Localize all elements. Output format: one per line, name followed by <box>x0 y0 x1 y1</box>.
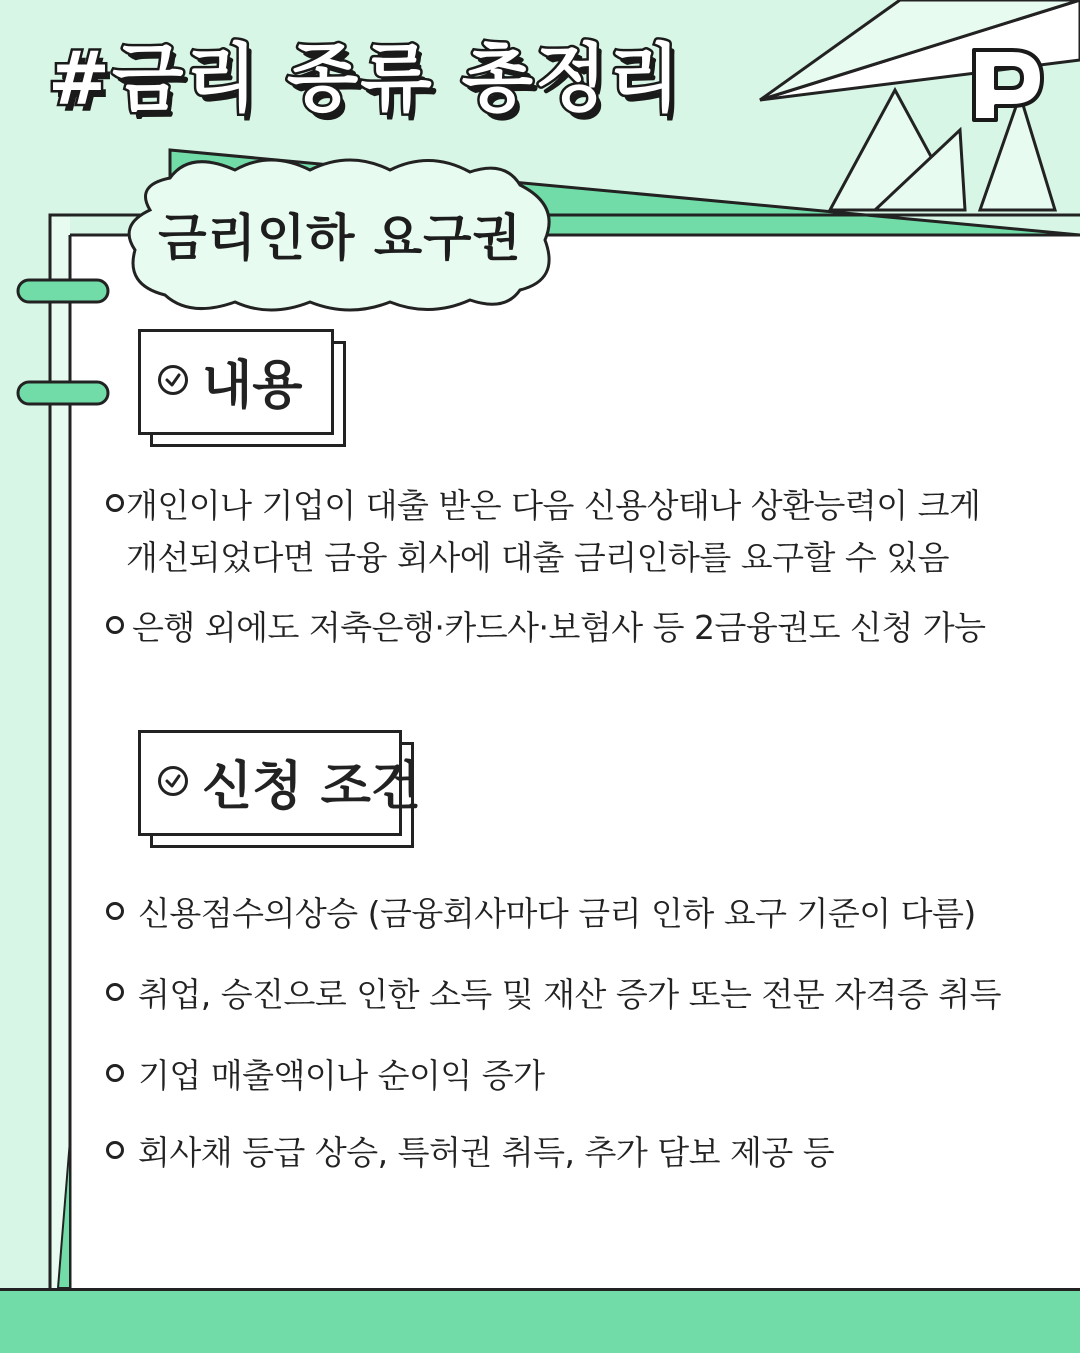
content-item-line: 개인이나 기업이 대출 받은 다음 신용상태나 상환능력이 크게 <box>126 486 981 525</box>
content-heading <box>158 350 303 416</box>
conditions-heading-text: 신청 조건 <box>202 756 422 817</box>
check-circle-icon <box>158 766 188 796</box>
content-item-line: 개선되었다면 금융 회사에 대출 금리인하를 요구할 수 있음 <box>126 538 949 577</box>
condition-item: 취업, 승진으로 인한 소득 및 재산 증가 또는 전문 자격증 취득 <box>138 975 1001 1014</box>
bullet-icon <box>106 983 124 1001</box>
p-logo-icon <box>960 36 1052 128</box>
condition-item: 신용점수의상승 (금융회사마다 금리 인하 요구 기준이 다름) <box>138 894 976 933</box>
check-circle-icon <box>158 365 188 395</box>
bullet-icon <box>106 902 124 920</box>
binder-ring <box>18 280 108 302</box>
bottom-bar <box>0 1288 1080 1353</box>
bullet-icon <box>106 1064 124 1082</box>
condition-item: 기업 매출액이나 순이익 증가 <box>138 1056 545 1095</box>
content-heading-text: 내용 <box>202 355 303 416</box>
section-label: 금리인하 요구권 <box>158 209 522 267</box>
conditions-heading <box>158 751 422 817</box>
content-item-line: 은행 외에도 저축은행·카드사·보험사 등 2금융권도 신청 가능 <box>132 608 986 647</box>
binder-ring <box>18 382 108 404</box>
page-title: #금리 종류 총정리 <box>48 36 682 122</box>
condition-item: 회사채 등급 상승, 특허권 취득, 추가 담보 제공 등 <box>138 1133 835 1172</box>
bullet-icon <box>106 494 124 512</box>
bullet-icon <box>106 616 124 634</box>
bullet-icon <box>106 1141 124 1159</box>
